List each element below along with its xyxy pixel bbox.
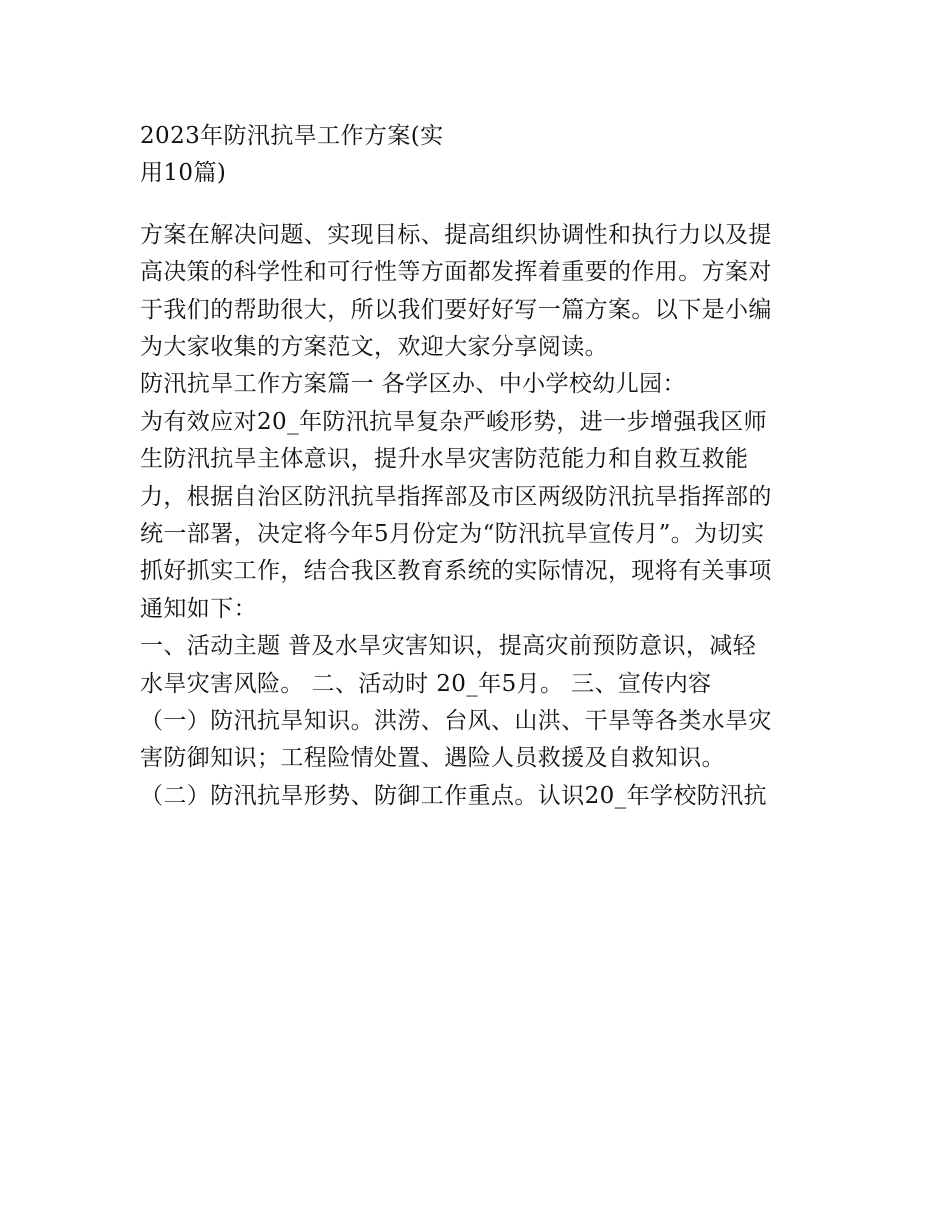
body-line: 通知如下：: [140, 595, 257, 622]
body-line: 高决策的科学性和可行性等方面都发挥着重要的作用。方案对: [140, 259, 772, 286]
body-line: 于我们的帮助很大，所以我们要好好写一篇方案。以下是小编: [140, 296, 772, 323]
body-line: 害防御知识；工程险情处置、遇险人员救援及自救知识。: [140, 745, 725, 772]
body-line: （二）防汛抗旱形势、防御工作重点。认识20_年学校防汛抗: [140, 782, 767, 809]
document-title: [140, 118, 815, 193]
body-line: 为大家收集的方案范文，欢迎大家分享阅读。: [140, 333, 608, 360]
body-line: 为有效应对20_年防汛抗旱复杂严峻形势，进一步增强我区师: [140, 408, 767, 435]
title-line-2: 用10篇): [140, 160, 227, 187]
body-line: 水旱灾害风险。 二、活动时 20_年5月。 三、宣传内容: [140, 670, 712, 697]
body-line: （一）防汛抗旱知识。洪涝、台风、山洪、干旱等各类水旱灾: [140, 707, 772, 734]
section-heading-line: 防汛抗旱工作方案篇一 各学区办、中小学校幼儿园：: [140, 371, 686, 398]
title-line-1: 2023年防汛抗旱工作方案(实: [140, 123, 444, 149]
body-line: 抓好抓实工作，结合我区教育系统的实际情况，现将有关事项: [140, 558, 772, 585]
body-line: 生防汛抗旱主体意识，提升水旱灾害防范能力和自救互救能: [140, 446, 749, 473]
body-line: 一、活动主题 普及水旱灾害知识，提高灾前预防意识，减轻: [140, 633, 757, 660]
document-page: [140, 118, 815, 815]
body-line: 力，根据自治区防汛抗旱指挥部及市区两级防汛抗旱指挥部的: [140, 483, 772, 510]
body-line: 方案在解决问题、实现目标、提高组织协调性和执行力以及提: [140, 221, 772, 248]
body-line: 统一部署，决定将今年5月份定为“防汛抗旱宣传月”。为切实: [140, 520, 765, 547]
document-body: [140, 217, 815, 815]
